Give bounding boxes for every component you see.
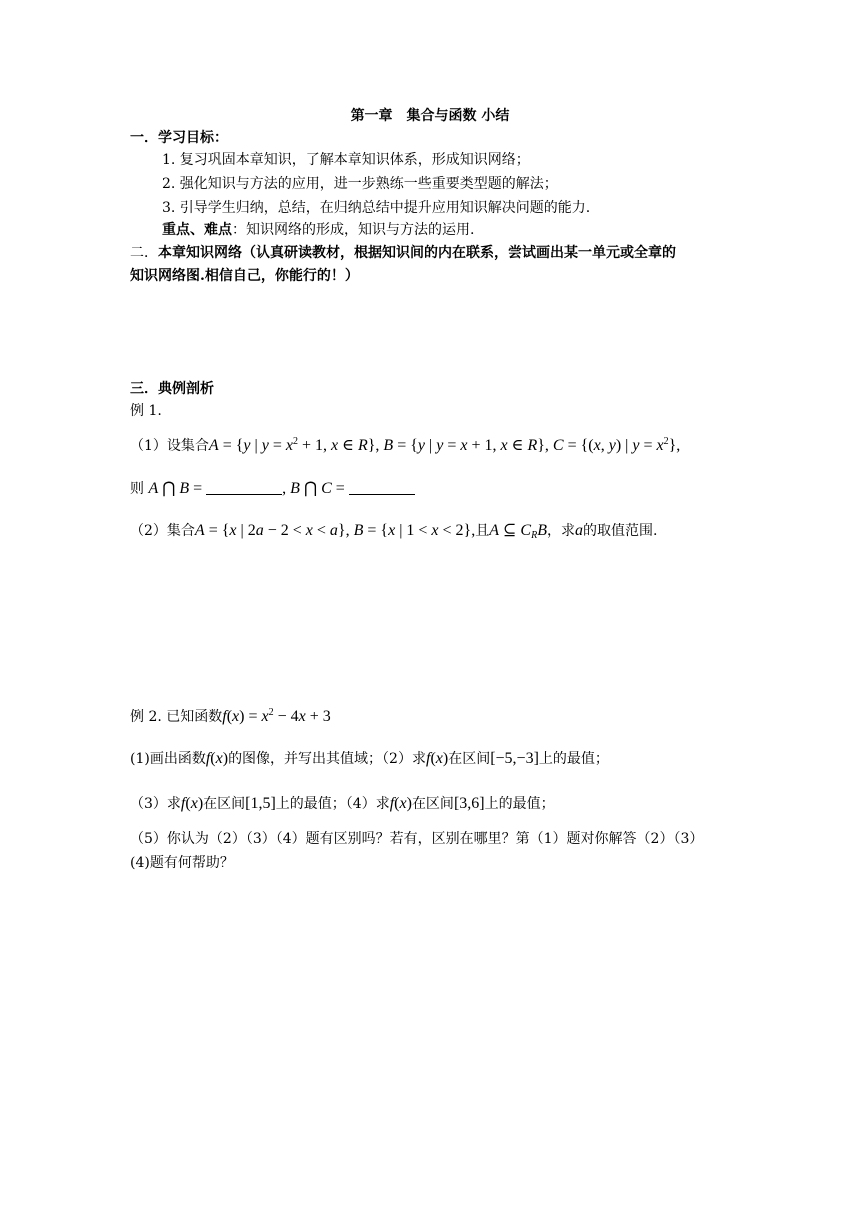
example-2-part-3-4 — [130, 794, 555, 814]
section-2-heading-line-2: 知识网络图.相信自己，你能行的！） — [130, 268, 359, 284]
ex2-q1-c: 在区间 — [448, 751, 491, 767]
ex2-q3-d: 在区间 — [411, 796, 454, 812]
example-1-part-1 — [130, 432, 680, 456]
ex2-label: 例 2. 已知函数 — [130, 709, 223, 725]
ex1-p2-prefix: 则 — [130, 481, 144, 497]
ex2-q1-d: 上的最值； — [538, 751, 609, 767]
example-2-part-5-line-2: (4)题有何帮助？ — [130, 855, 234, 871]
section-3-heading: 三．典例剖析 — [130, 381, 214, 397]
goal-1: 1. 复习巩固本章知识，了解本章知识体系，形成知识网络； — [162, 152, 530, 168]
goal-2: 2. 强化知识与方法的应用，进一步熟练一些重要类型题的解法； — [162, 176, 558, 192]
interval-3: [3,6] — [453, 795, 485, 812]
goal-3: 3. 引导学生归纳，总结，在归纳总结中提升应用知识解决问题的能力. — [162, 200, 591, 216]
example-1-label: 例 1. — [130, 403, 162, 419]
variable-a: a — [574, 522, 583, 539]
ex1-q2-suffix: 的取值范围. — [582, 523, 658, 539]
formula-subset: A ⊆ $C_RB$ — [489, 522, 547, 541]
formula-fx-2: f(x) — [425, 750, 449, 767]
example-1-part-2 — [130, 521, 657, 546]
ex1-q2-prefix: （2）集合 — [130, 523, 195, 539]
section-2-heading: 本章知识网络（认真研读教材，根据知识间的内在联系，尝试画出某一单元或全章的 — [158, 245, 676, 261]
ex1-q2-mid: 且 — [475, 523, 490, 539]
ex2-q3-b: 在区间 — [203, 796, 246, 812]
formula-fx-4: f(x) — [389, 795, 412, 812]
formula-sets-ab: A = {x | 2a − 2 < x < a}, B = {x | 1 < x < 2}, — [194, 522, 476, 539]
interval-2: [1,5] — [245, 795, 276, 812]
formula-intersections: A ⋂ B = , B ⋂ C = — [148, 480, 414, 497]
formula-function: $f(x) = x^2 - 4x + 3$ — [222, 707, 331, 725]
key-points-text: ：知识网络的形成，知识与方法的运用. — [232, 222, 475, 238]
page-title: 第一章 集合与函数 小结 — [350, 108, 510, 124]
ex2-q3-c: 上的最值；（4）求 — [275, 796, 390, 812]
example-1-part-1-question — [130, 479, 415, 499]
example-2-part-1-2 — [130, 749, 609, 769]
ex1-q2-mid2: ，求 — [546, 523, 575, 539]
key-points-label: 重点、难点 — [162, 222, 232, 238]
example-2-intro — [130, 703, 331, 727]
answer-blank-1[interactable] — [206, 480, 282, 495]
ex1-p1-prefix: （1）设集合 — [130, 438, 209, 454]
section-1-heading: 一．学习目标： — [130, 130, 228, 146]
example-2-part-5-line-1: （5）你认为（2）（3）（4）题有区别吗？若有，区别在哪里？第（1）题对你解答（2）（3） — [130, 831, 704, 847]
section-2-heading-line-1 — [130, 243, 676, 263]
ex2-q3-e: 上的最值； — [484, 796, 555, 812]
key-points — [162, 220, 474, 240]
section-2-number: 二． — [130, 245, 158, 261]
interval-1: [−5,−3] — [490, 750, 539, 767]
formula-fx-3: f(x) — [180, 795, 204, 812]
formula-set-definitions: A = {y | $y = x^2 + 1$, x ∈ R}, B = {y | y = x + 1, x ∈ R}, C = {(x, y) | $y = x^2$}, — [208, 436, 681, 454]
formula-fx-1: f(x) — [205, 750, 229, 767]
ex2-q1-a: (1)画出函数 — [130, 751, 206, 767]
ex2-q1-b: 的图像，并写出其值域；（2）求 — [228, 751, 426, 767]
ex2-q3-a: （3）求 — [130, 796, 181, 812]
answer-blank-2[interactable] — [349, 480, 415, 495]
